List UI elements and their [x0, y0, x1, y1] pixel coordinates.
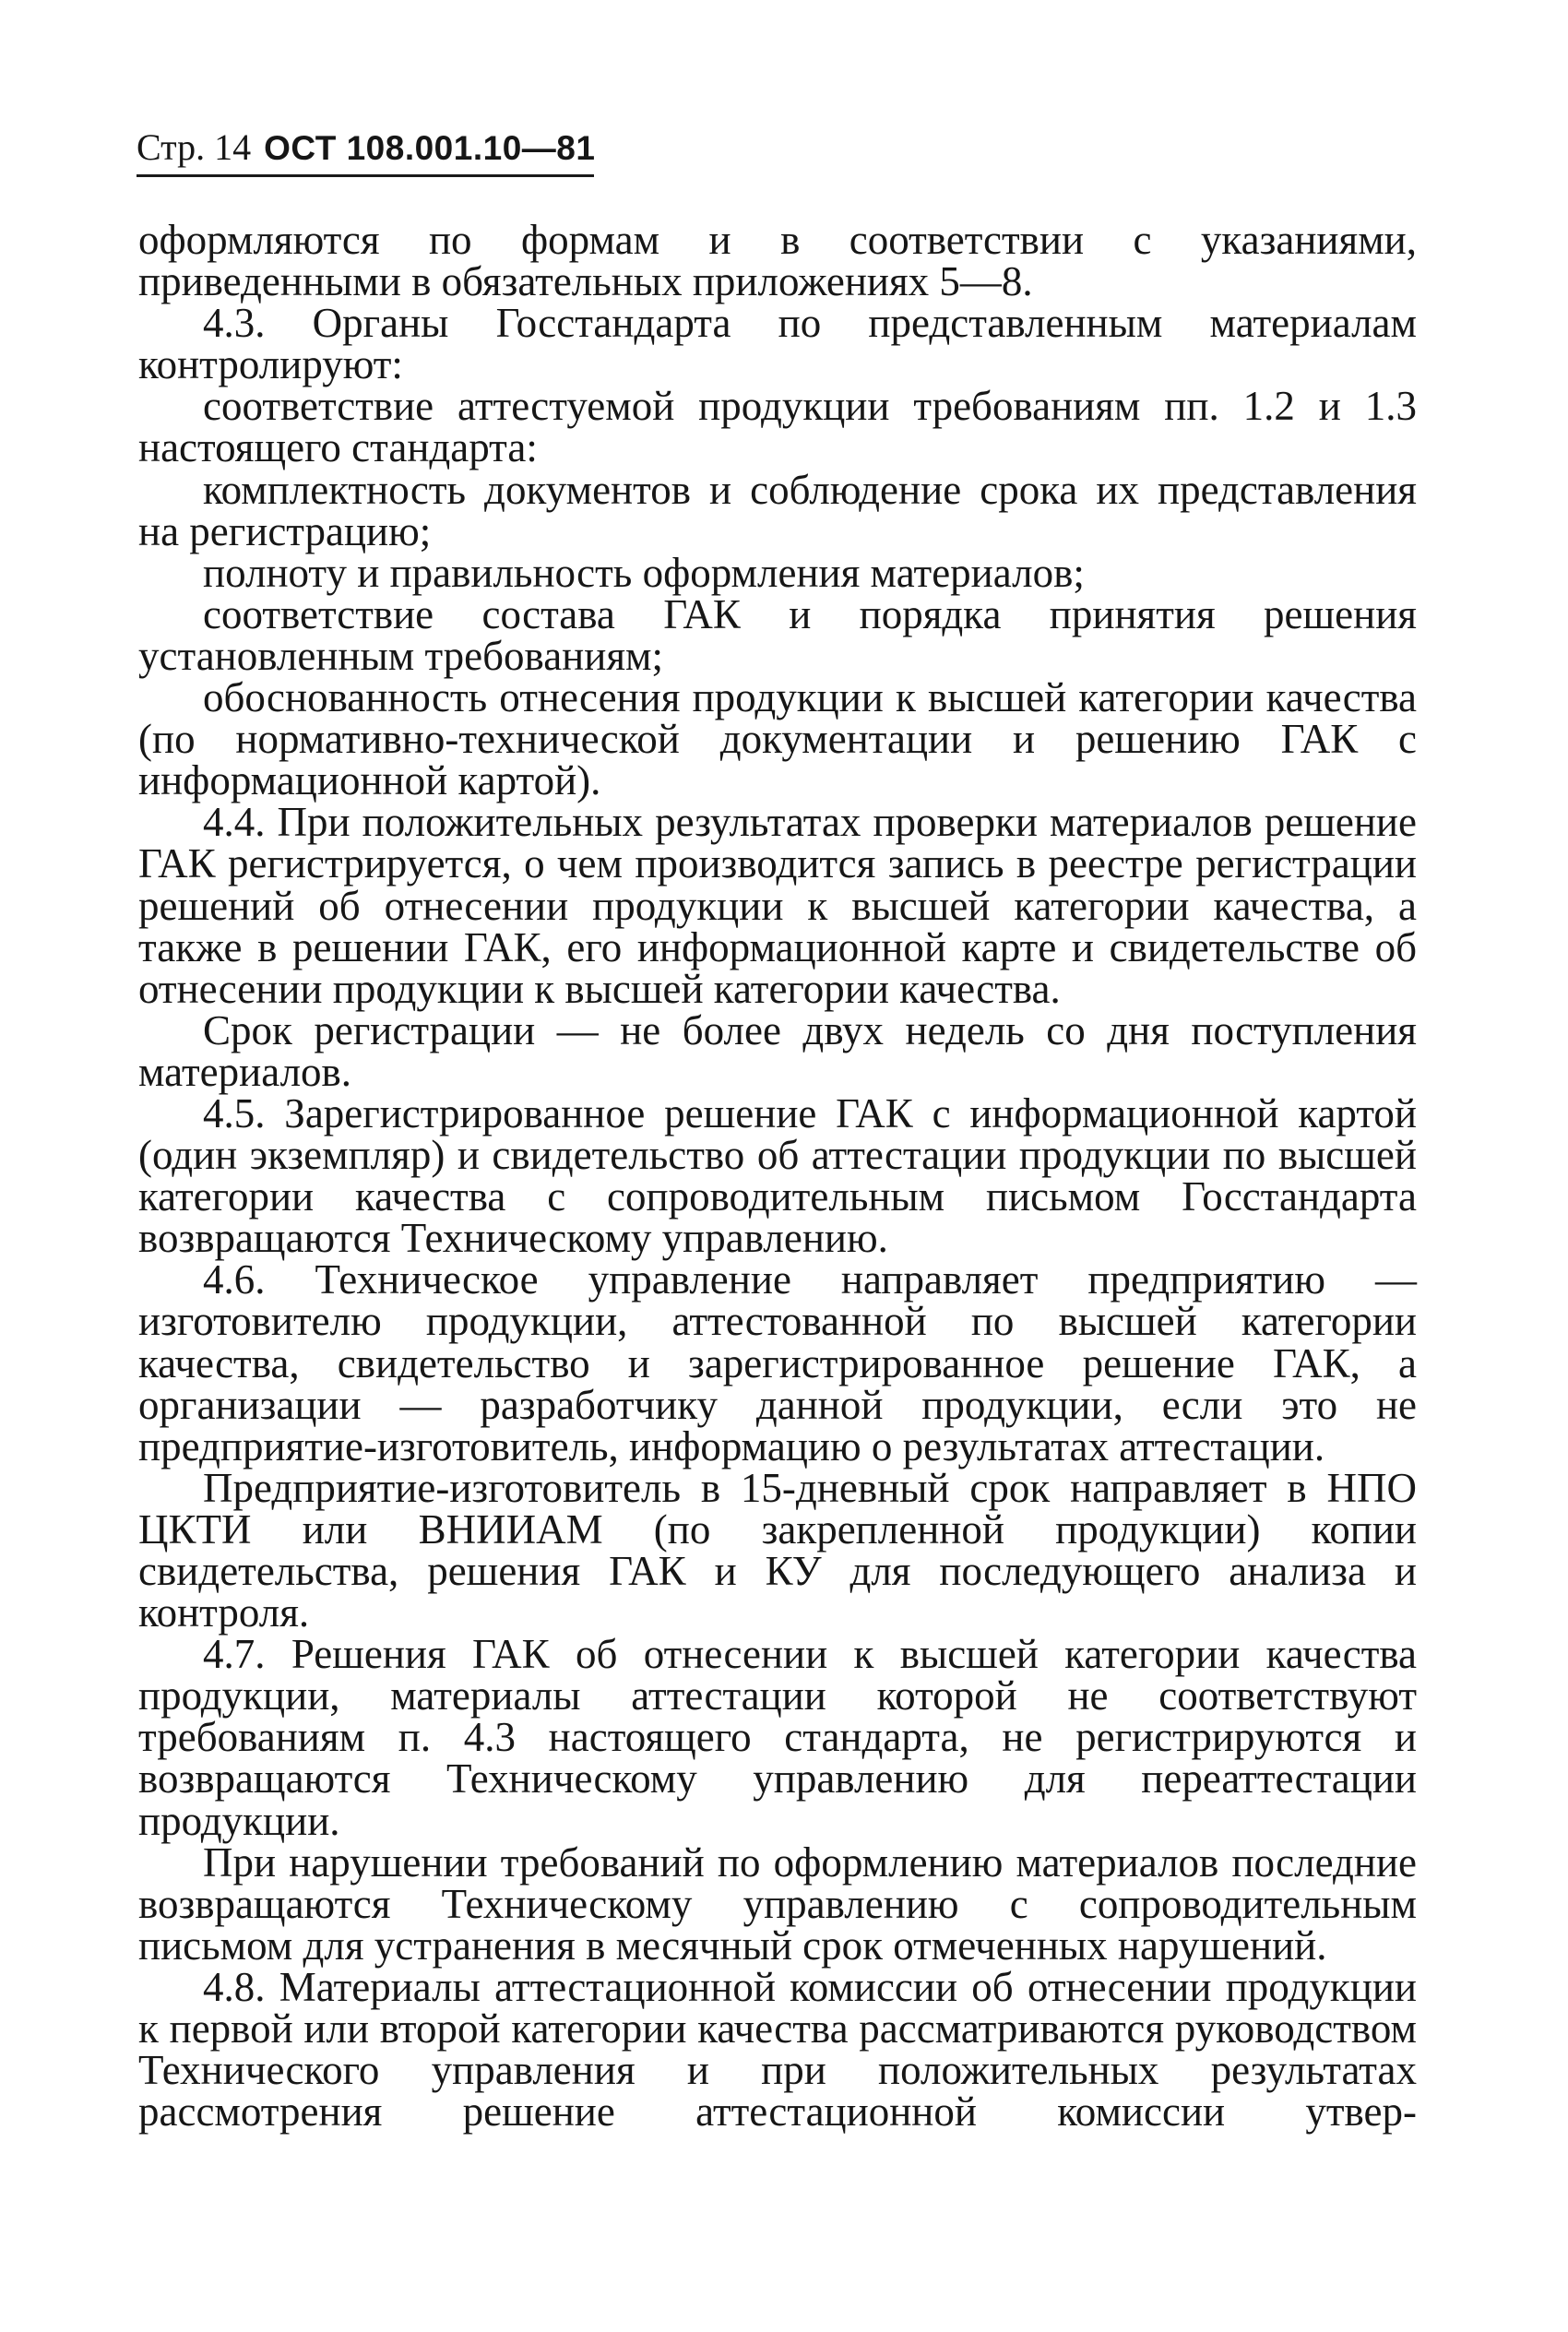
paragraph: 4.6. Техническое управление направляет предприятию — изготовителю продукции, аттестованной по высшей категории качества, свидетельство и зарегистрированное решение ГАК, а организации — разработчику данной продукции, если это не предприятие-изготовитель, информацию о результатах аттестации. [138, 1256, 1417, 1469]
paragraph: полноту и правильность оформления материалов; [203, 549, 1085, 596]
paragraph: 4.7. Решения ГАК об отнесении к высшей категории качества продукции, материалы аттестации которой не соответствуют требованиям п. 4.3 настоящего стандарта, не регистрируются и возвращаются Техническому управлению для переаттестации продукции. [138, 1631, 1417, 1844]
paragraph: 4.4. При положительных результатах проверки материалов решение ГАК регистрируется, о чем производится запись в реестре регистрации решений об отнесении продукции к высшей категории качества, а также в решении ГАК, его информационной карте и свидетельстве об отнесении продукции к высшей категории качества. [138, 799, 1417, 1012]
paragraph: соответствие состава ГАК и порядка принятия решения установленным требованиям; [138, 590, 1417, 679]
paragraph: 4.5. Зарегистрированное решение ГАК с информационной картой (один экземпляр) и свидетельство об аттестации продукции по высшей категории качества с сопроводительным письмом Госстандарта возвращаются Техническому управлению. [138, 1089, 1417, 1262]
document-body [138, 217, 1417, 2136]
header-rule [137, 174, 594, 177]
paragraph: Срок регистрации — не более двух недель со дня поступления материалов. [138, 1006, 1417, 1095]
document-code: ОСТ 108.001.10—81 [264, 129, 596, 167]
paragraph: 4.8. Материалы аттестационной комиссии об отнесении продукции к первой или второй категории качества рассматриваются руководством Технического управления и при положительных результатах рассмотрения решение аттестационной комиссии утвер- [138, 1963, 1417, 2136]
page-number: Стр. 14 [137, 126, 252, 168]
paragraph: При нарушении требований по оформлению материалов последние возвращаются Техническому управлению с сопроводительным письмом для устранения в месячный срок отмеченных нарушений. [138, 1838, 1417, 1969]
page-header [137, 125, 595, 171]
paragraph: соответствие аттестуемой продукции требованиям пп. 1.2 и 1.3 настоящего стандарта: [138, 383, 1417, 471]
paragraph: Предприятие-изготовитель в 15-дневный срок направляет в НПО ЦКТИ или ВНИИАМ (по закрепленной продукции) копии свидетельства, решения ГАК и КУ для последующего анализа и контроля. [138, 1464, 1417, 1636]
paragraph: комплектность документов и соблюдение срока их представления на регистрацию; [138, 466, 1417, 554]
paragraph: обоснованность отнесения продукции к высшей категории качества (по нормативно-технической документации и решению ГАК с информационной картой). [138, 674, 1417, 804]
paragraph: 4.3. Органы Госстандарта по представленным материалам контролируют: [138, 300, 1417, 388]
paragraph: оформляются по формам и в соответствии с указаниями, приведенными в обязательных приложениях 5—8. [138, 217, 1417, 305]
